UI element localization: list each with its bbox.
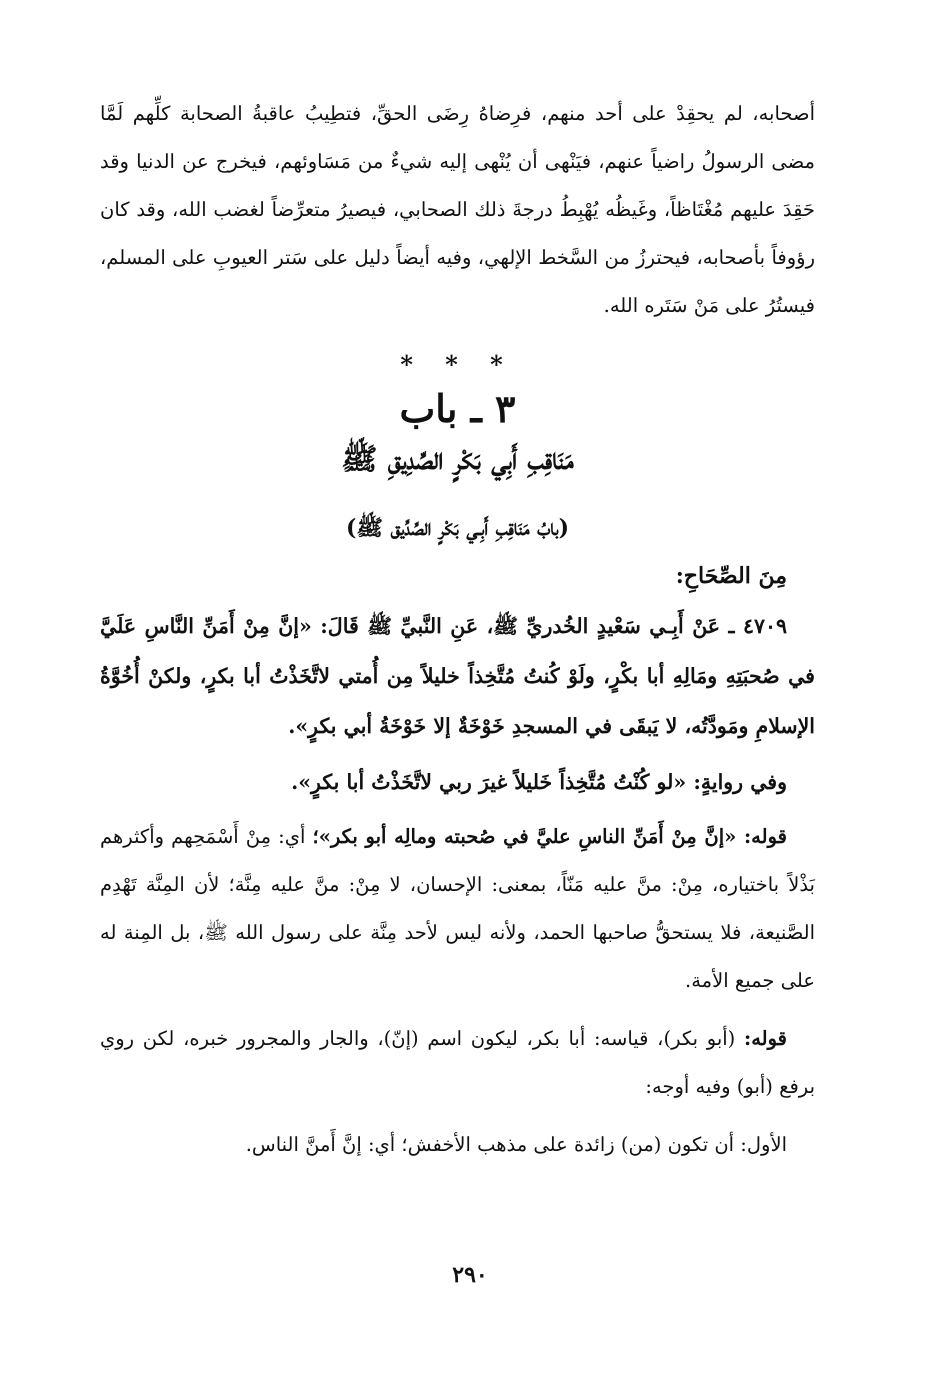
opening-paragraph: أصحابه، لم يحقِدْ على أحد منهم، فرِضاهُ رِضَى الحقِّ، فتطِيبُ عاقبةُ الصحابة كلِّهم لَمَّا مضى الرسولُ راضياً عنهم، فيَنْهى أن يُنْهى إليه شيءٌ من مَسَاوئهم، فيخرج عن الدنيا وقد حَقِدَ عليهم مُغْتَاظاً، وغَيظُه يُهْبِطُ درجةَ ذلك الصحابي، فيصيرُ متعرِّضاً لغضب الله، وقد كان رؤوفاً بأصحابه، فيحترزُ من السَّخط الإلهي، وفيه أيضاً دليل على سَتر العيوبِ على المسلم، فيستُرُ على مَنْ سَتَره الله. xyxy=(100,102,815,317)
hadith-text: ٤٧٠٩ ـ عَنْ أَبِـي سَعْيدٍ الخُدريِّ ﷺ، عَنِ النَّبيِّ ﷺ قَالَ: «إنَّ مِنْ أَمَنِّ النَّاسِ عَلَيَّ في صُحبَتِهِ ومَالِهِ أبا بكْرٍ، ولَوْ كُنتُ مُتَّخِذاً خليلاً مِن أُمتي لاتَّخَذْتُ أبا بكرٍ، ولكنْ أُخُوَّةُ الإسلامِ ومَودَّتُه، لا يَبقَى في المسجدِ خَوْخَةٌ إلا خَوْخَةُ أبي بكرٍ». xyxy=(100,614,815,738)
commentary-paragraph-3: الأول: أن تكون (من) زائدة على مذهب الأخفش؛ أي: إنَّ أَمنَّ الناس. xyxy=(245,1133,787,1156)
commentary-1-lead: قوله: «إنَّ مِنْ أَمَنِّ الناسِ عليَّ في صُحبته ومالِه أبو بكر»؛ xyxy=(312,825,787,848)
section-label: مِنَ الصِّحَاحِ: xyxy=(675,563,787,589)
page-content xyxy=(100,90,815,1169)
sub-heading: (بابُ مَنَاقِبِ أَبِـي بَكْرٍ الصِّدِّيق ﷺ) xyxy=(346,515,569,541)
commentary-paragraph-1 xyxy=(100,813,815,1005)
commentary-paragraph-2 xyxy=(100,1015,815,1111)
section-separator: * * * xyxy=(400,350,515,379)
page-number: ٢٩٠ xyxy=(452,1262,488,1288)
commentary-1-rest: أي: مِنْ أَسْمَحِهم وأكثرهم بَذْلاً باختياره، مِنْ: منَّ عليه مَنّاً، بمعنى: الإحسان، لا مِنْ: منَّ عليه مِنَّة؛ لأن المِنَّة تَهْدِم الصَّنيعة، فلا يستحقُّ صاحبها الحمد، ولأنه ليس لأحد مِنَّة على رسول الله ﷺ، بل المِنة له على جميع الأمة. xyxy=(100,825,815,992)
chapter-title: مَنَاقِبِ أَبِي بَكْرٍ الصِّدِيقِ ﷺ xyxy=(341,442,574,477)
riwaya-text: وفي روايةٍ: «لو كُنْتُ مُتَّخِذاً خَليلاً غيرَ ربي لاتَّخَذْتُ أبا بكرٍ». xyxy=(291,770,787,794)
chapter-number: ٣ ـ باب xyxy=(399,386,516,431)
commentary-2-rest: (أبو بكر)، قياسه: أبا بكر، ليكون اسم (إنّ)، والجار والمجرور خبره، لكن روي برفع (أبو) وفيه أوجه: xyxy=(100,1027,815,1098)
commentary-2-lead: قوله: xyxy=(744,1027,787,1050)
